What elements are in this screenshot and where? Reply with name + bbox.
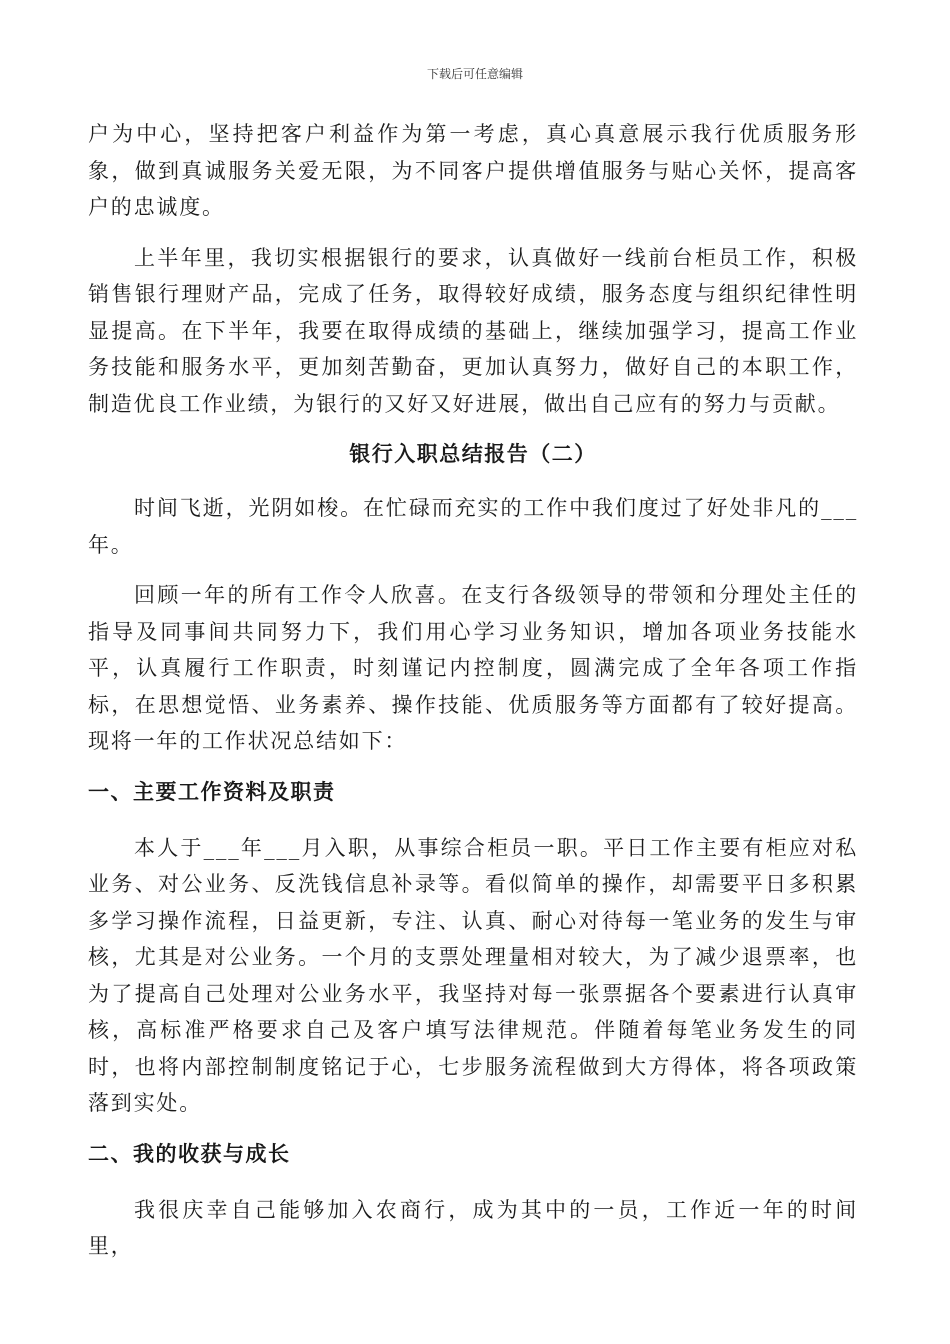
paragraph-continuation: 户为中心，坚持把客户利益作为第一考虑，真心真意展示我行优质服务形象，做到真诚服务关爱无限，为不同客户提供增值服务与贴心关怀，提高客户的忠诚度。 — [88, 122, 858, 219]
paragraph-main-work: 本人于___年___月入职，从事综合柜员一职。平日工作主要有柜应对私业务、对公业务、反洗钱信息补录等。看似简单的操作，却需要平日多积累多学习操作流程，日益更新，专注、认真、耐心对待每一笔业务的发生与审核，尤其是对公业务。一个月的支票处理量相对较大，为了减少退票率，也为了提高自己处理对公业务水平，我坚持对每一张票据各个要素进行认真审核，高标准严格要求自己及客户填写法律规范。伴随着每笔业务发生的同时，也将内部控制制度铭记于心，七步服务流程做到大方得体，将各项政策落到实处。 — [88, 835, 858, 1115]
section-title: 银行入职总结报告（二） — [349, 442, 597, 466]
paragraph-review: 回顾一年的所有工作令人欣喜。在支行各级领导的带领和分理处主任的指导及同事间共同努力下，我们用心学习业务知识，增加各项业务技能水平，认真履行工作职责，时刻谨记内控制度，圆满完成了全年各项工作指标，在思想觉悟、业务素养、操作技能、优质服务等方面都有了较好提高。现将一年的工作状况总结如下： — [88, 583, 858, 753]
page-header-note: 下载后可任意编辑 — [426, 67, 523, 81]
heading-main-work: 一、主要工作资料及职责 — [88, 779, 336, 804]
heading-gains-growth: 二、我的收获与成长 — [88, 1141, 291, 1166]
paragraph-intro: 时间飞逝，光阴如梭。在忙碌而充实的工作中我们度过了好处非凡的___年。 — [88, 496, 858, 557]
document-body — [88, 116, 858, 1279]
paragraph-gains: 我很庆幸自己能够加入农商行，成为其中的一员，工作近一年的时间里， — [88, 1197, 858, 1258]
paragraph-first-half-summary: 上半年里，我切实根据银行的要求，认真做好一线前台柜员工作，积极销售银行理财产品，完成了任务，取得较好成绩，服务态度与组织纪律性明显提高。在下半年，我要在取得成绩的基础上，继续加强学习，提高工作业务技能和服务水平，更加刻苦勤奋，更加认真努力，做好自己的本职工作，制造优良工作业绩，为银行的又好又好进展，做出自己应有的努力与贡献。 — [88, 245, 858, 416]
